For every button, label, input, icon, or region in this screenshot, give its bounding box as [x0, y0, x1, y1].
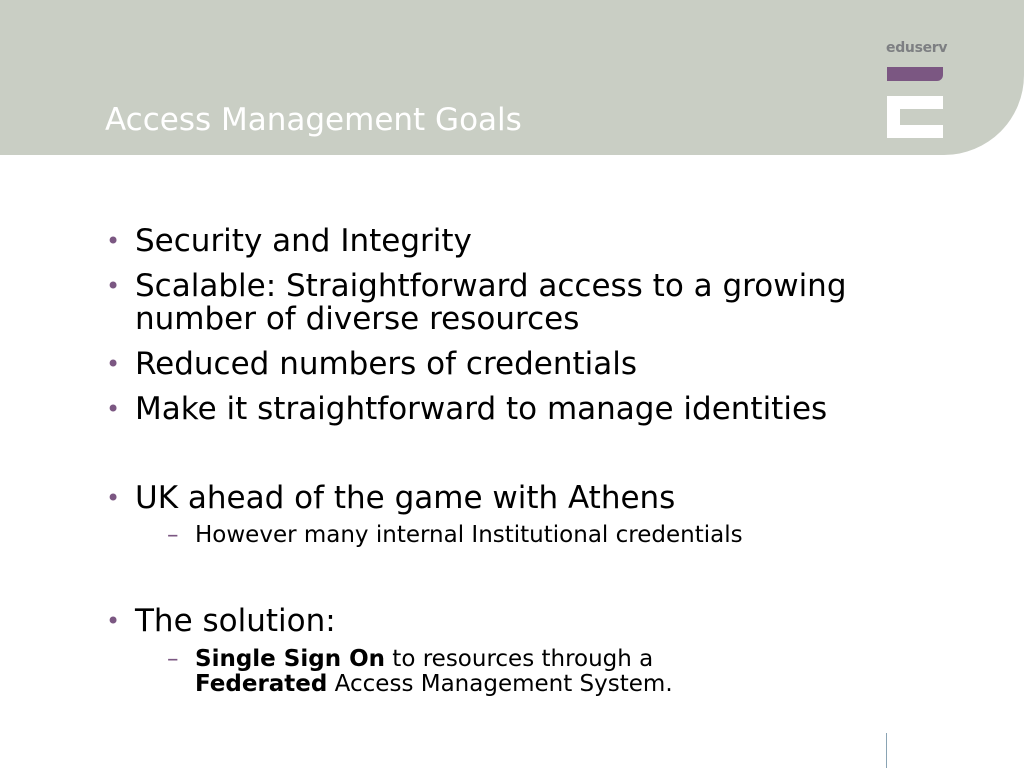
bullet-item [104, 270, 904, 336]
sub-bullet-text: However many internal Institutional credentials [195, 522, 743, 548]
bullet-dot-icon: • [106, 272, 121, 300]
eduserv-logo-text: eduserv [886, 40, 948, 56]
sub-bullet-text: Access Management System. [327, 671, 673, 697]
sub-bullet-text: to resources through a [385, 646, 654, 672]
emphasis-federated: Federated [195, 671, 328, 697]
bullet-dot-icon: • [106, 484, 121, 512]
sub-bullet-dash-icon: – [167, 646, 179, 672]
sub-bullet-dash-icon: – [167, 522, 179, 548]
bullet-text: Scalable: Straightforward access to a growing number of diverse resources [135, 268, 847, 337]
bullet-text: Security and Integrity [135, 223, 472, 259]
bullet-item [104, 482, 904, 515]
eduserv-logo-bar [887, 67, 943, 81]
eduserv-logo-mark [887, 96, 943, 138]
footer-divider [886, 733, 887, 768]
emphasis-single-sign-on: Single Sign On [195, 646, 385, 672]
slide-title: Access Management Goals [105, 102, 522, 138]
slide-content [104, 220, 904, 697]
sub-bullet-item [104, 523, 904, 548]
bullet-dot-icon: • [106, 350, 121, 378]
bullet-item [104, 393, 904, 426]
bullet-item [104, 605, 904, 638]
bullet-text: The solution: [135, 603, 336, 639]
bullet-item [104, 348, 904, 381]
bullet-dot-icon: • [106, 607, 121, 635]
bullet-text: Reduced numbers of credentials [135, 346, 638, 382]
bullet-dot-icon: • [106, 227, 121, 255]
sub-bullet-item [104, 647, 904, 697]
bullet-dot-icon: • [106, 395, 121, 423]
bullet-text: UK ahead of the game with Athens [135, 480, 676, 516]
bullet-text: Make it straightforward to manage identities [135, 391, 828, 427]
bullet-item [104, 225, 904, 258]
